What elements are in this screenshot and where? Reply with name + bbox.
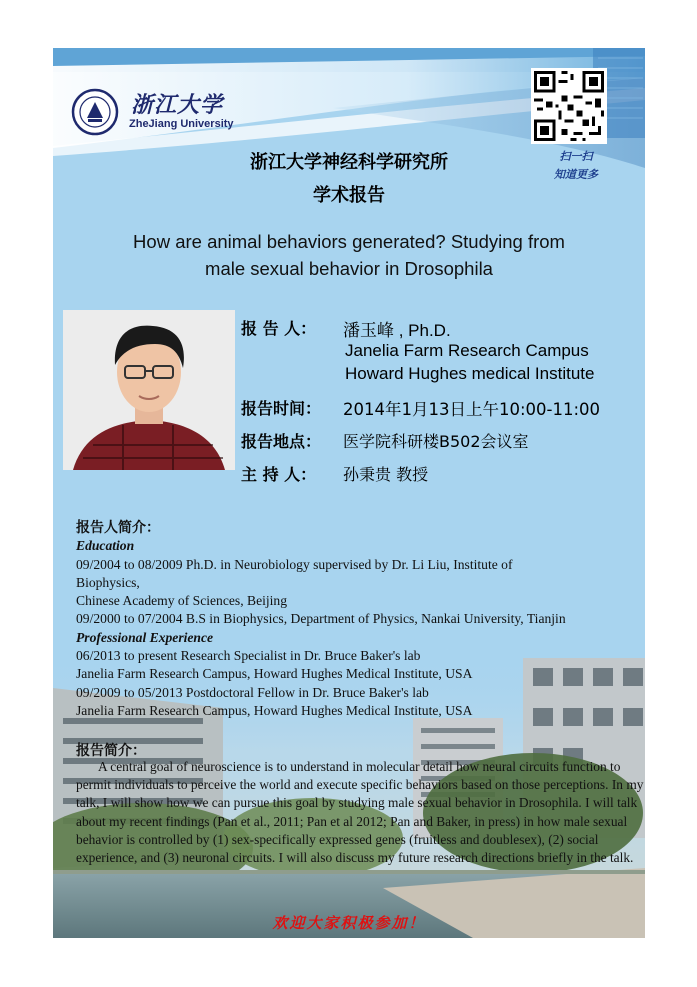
- time-label-text: 报告时间：: [241, 399, 322, 418]
- talk-title: [73, 228, 625, 282]
- experience-heading: Professional Experience: [76, 629, 214, 645]
- talk-title-line1: How are animal behaviors generated? Studying from: [133, 231, 565, 252]
- university-name-en: ZheJiang University: [129, 118, 234, 130]
- host-label-text: 主 持 人：: [241, 465, 317, 484]
- education-line: 09/2004 to 08/2009 Ph.D. in Neurobiology supervised by Dr. Li Liu, Institute of: [76, 556, 513, 572]
- experience-line: 06/2013 to present Research Specialist in Dr. Bruce Baker's lab: [76, 648, 421, 664]
- location-label: [241, 429, 321, 452]
- location-value: 医学院科研楼B502会议室: [343, 432, 529, 451]
- education-line: 09/2000 to 07/2004 B.S in Biophysics, Department of Physics, Nankai University, Tianjin: [76, 611, 566, 627]
- qr-code-icon[interactable]: [531, 68, 607, 144]
- speaker-name: 潘玉峰 , Ph.D.: [343, 321, 451, 340]
- education-line: Chinese Academy of Sciences, Beijing: [76, 593, 288, 609]
- qr-caption-line1: 扫一扫: [559, 150, 593, 163]
- location-label-text: 报告地点：: [241, 432, 322, 451]
- abstract-heading: 报告简介：: [76, 743, 146, 759]
- education-heading: Education: [76, 538, 135, 554]
- bio-heading: 报告人简介：: [76, 520, 160, 536]
- host-value: 孙秉贵 教授: [343, 465, 429, 484]
- speaker-label: [241, 316, 316, 339]
- abstract-text: A central goal of neuroscience is to understand in molecular detail how neural circuits function to permit individuals to perceive the world and execute specific behaviors based on those perceptions. In my talk, I will show how we can pursue this goal by studying male sexual behavior in Drosophila. I will talk about my recent findings (Pan et al., 2011; Pan et al 2012; Pan and Baker, in press) in how male sexual behavior is controlled by (1) sex-specifically expressed genes (fruitless and doublesex), (2) social experience, and (3) neuronal circuits. I will also discuss my future research directions briefly in the talk.: [76, 759, 644, 866]
- speaker-bio: [76, 519, 641, 720]
- experience-line: 09/2009 to 05/2013 Postdoctoral Fellow in Dr. Bruce Baker's lab: [76, 684, 429, 700]
- qr-caption-line2: 知道更多: [554, 168, 598, 181]
- poster: [53, 48, 645, 938]
- speaker-portrait: [63, 310, 235, 470]
- education-line: Biophysics,: [76, 574, 140, 590]
- speaker-affiliation-2: Howard Hughes medical Institute: [345, 364, 595, 383]
- speaker-affiliation-1: Janelia Farm Research Campus: [345, 341, 589, 360]
- speaker-label-text: 报 告 人：: [241, 319, 317, 338]
- experience-line: Janelia Farm Research Campus, Howard Hughes Medical Institute, USA: [76, 666, 473, 682]
- experience-line: Janelia Farm Research Campus, Howard Hughes Medical Institute, USA: [76, 702, 473, 718]
- event-type-title: 学术报告: [313, 185, 385, 206]
- university-name-cn: 浙江大学: [131, 92, 224, 118]
- host-label: [241, 462, 316, 485]
- welcome-message: 欢迎大家积极参加！: [272, 914, 426, 932]
- talk-title-line2: male sexual behavior in Drosophila: [205, 258, 493, 279]
- time-value: 2014年1月13日上午10:00-11:00: [343, 400, 601, 419]
- university-seal-icon: [71, 88, 119, 136]
- institute-title: 浙江大学神经科学研究所: [250, 152, 448, 173]
- time-label: [241, 396, 321, 419]
